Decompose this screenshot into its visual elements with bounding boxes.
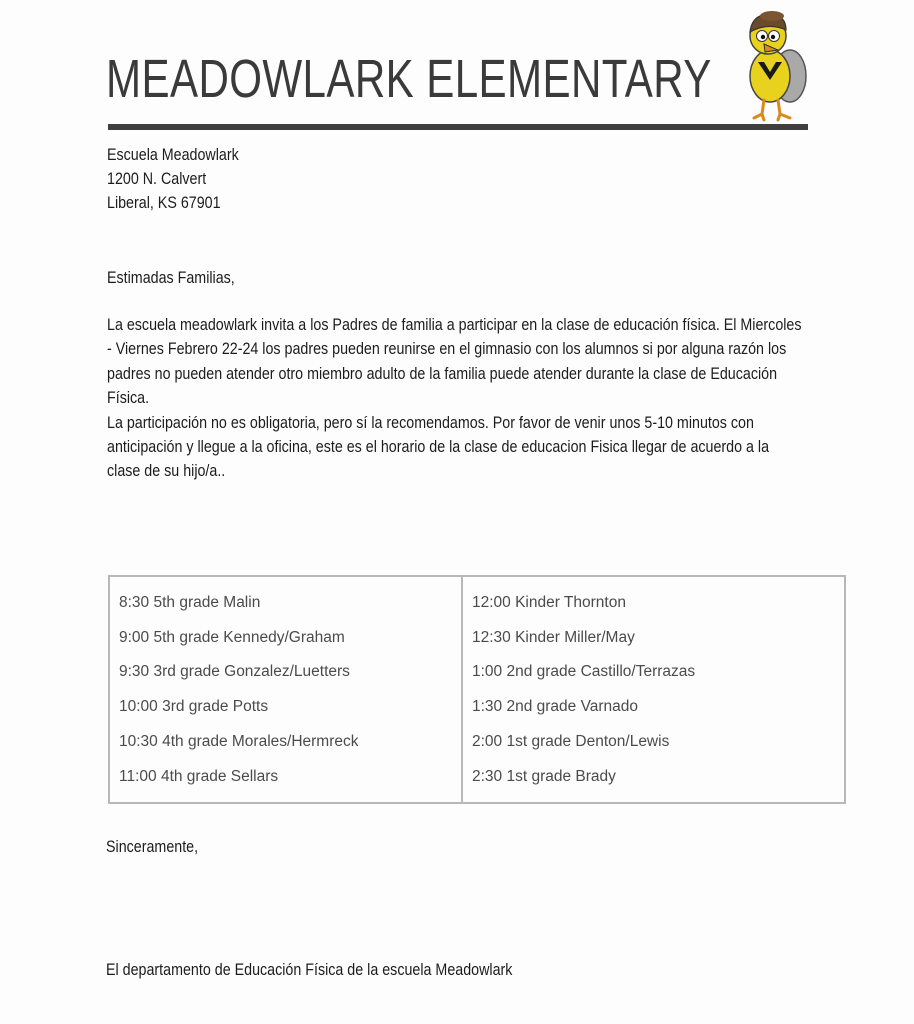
address-line-1: Escuela Meadowlark	[107, 145, 239, 164]
school-address	[107, 143, 239, 215]
body-paragraph-2: La participación no es obligatoria, pero sí la recomendamos. Por favor de venir unos 5-10 minutos con anticipación y llegue a la oficina, este es el horario de la clase de educacion Fisica llegar de acuerdo a la clase de su hijo/a..	[107, 412, 770, 481]
address-line-3: Liberal, KS 67901	[107, 193, 221, 212]
schedule-entry: 11:00 4th grade Sellars	[119, 767, 279, 785]
schedule-entry: 10:00 3rd grade Potts	[119, 698, 269, 716]
schedule-table	[108, 575, 846, 804]
schedule-entry: 12:30 Kinder Miller/May	[472, 628, 635, 646]
greeting: Estimadas Familias,	[107, 268, 235, 287]
schedule-entry: 1:00 2nd grade Castillo/Terrazas	[472, 663, 696, 681]
schedule-entry: 9:00 5th grade Kennedy/Graham	[119, 628, 345, 646]
signature: El departamento de Educación Física de la escuela Meadowlark	[106, 960, 513, 979]
schedule-entry: 10:30 4th grade Morales/Hermreck	[119, 732, 359, 750]
schedule-column-morning	[110, 577, 463, 802]
letter-body	[107, 313, 804, 484]
closing: Sinceramente,	[106, 837, 199, 856]
schedule-entry: 9:30 3rd grade Gonzalez/Luetters	[119, 663, 350, 681]
schedule-entry: 1:30 2nd grade Varnado	[472, 698, 639, 716]
header-rule	[108, 124, 808, 130]
body-paragraph-1: La escuela meadowlark invita a los Padres de familia a participar en la clase de educación física. El Miercoles - Viernes Febrero 22-24 los padres pueden reunirse en el gimnasio con los alumnos si por alguna razón los padres no pueden atender otro miembro adulto de la familia puede atender durante la clase de Educación Física.	[107, 315, 802, 408]
schedule-entry: 12:00 Kinder Thornton	[472, 594, 626, 611]
meadowlark-mascot-icon	[732, 6, 814, 124]
schedule-column-afternoon	[463, 577, 695, 802]
school-title: MEADOWLARK ELEMENTARY	[106, 49, 712, 109]
schedule-entry: 2:30 1st grade Brady	[472, 767, 616, 785]
address-line-2: 1200 N. Calvert	[107, 169, 207, 188]
schedule-entry: 2:00 1st grade Denton/Lewis	[472, 732, 670, 750]
schedule-entry: 8:30 5th grade Malin	[119, 594, 261, 611]
